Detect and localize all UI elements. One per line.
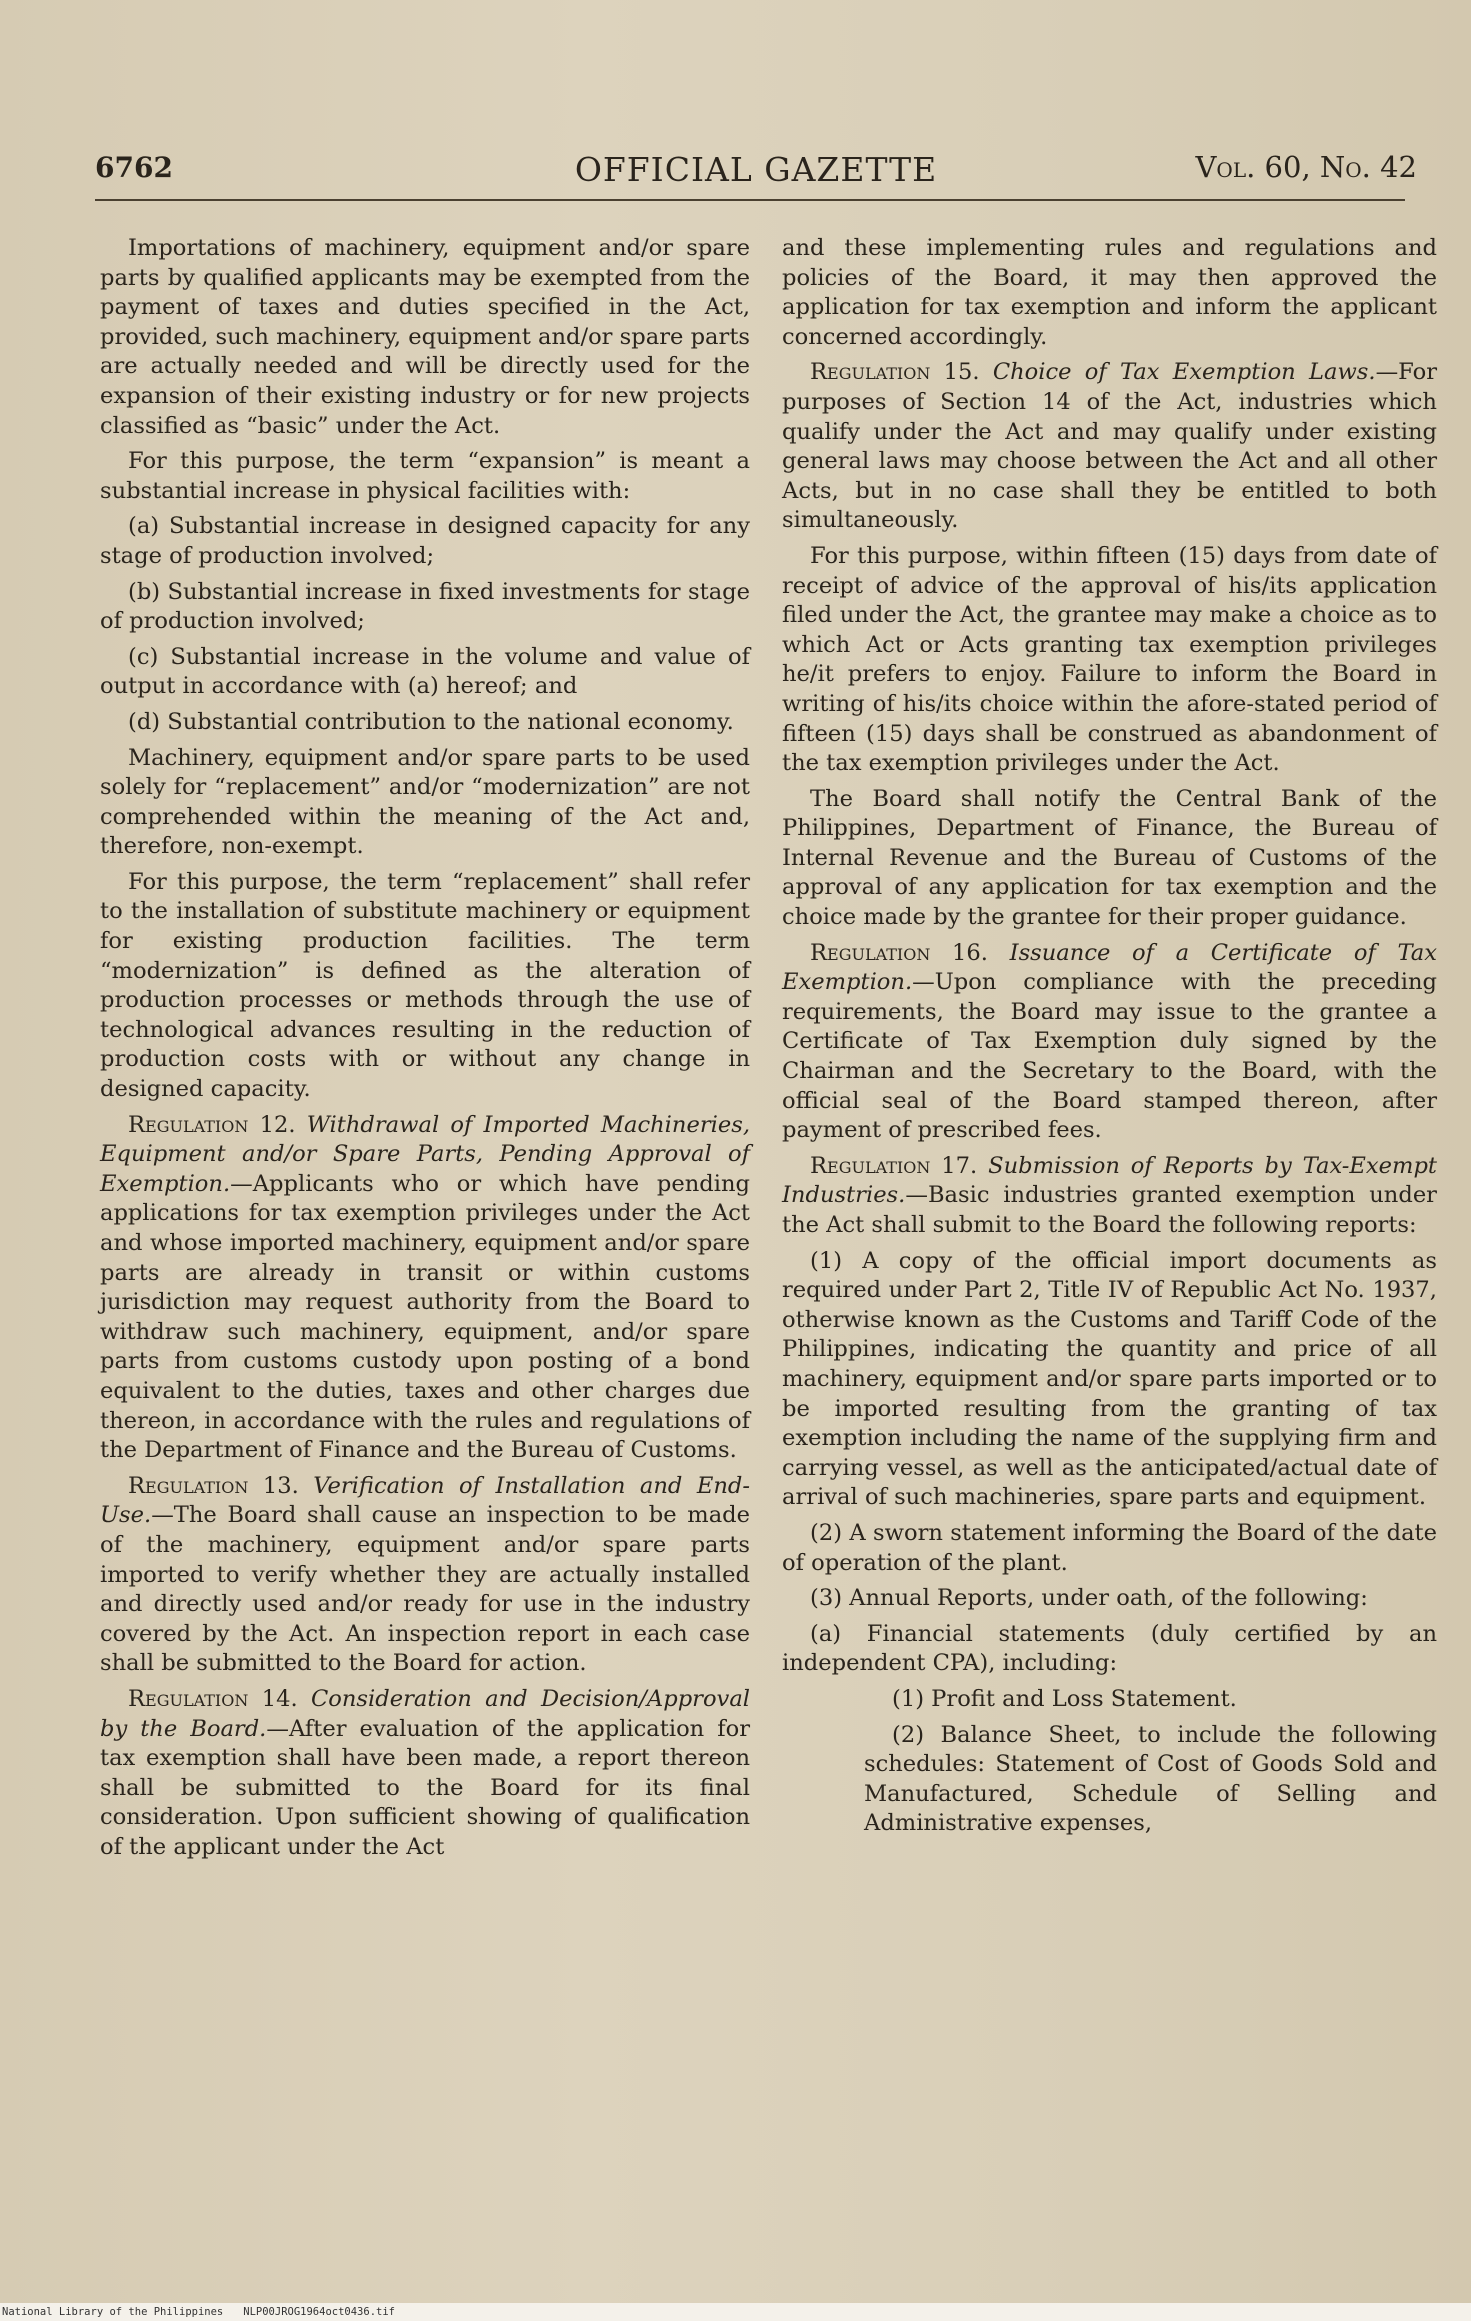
regulation-text: —Upon compliance with the preceding requirements, the Board may issue to the grantee a Certificate of Tax Exemption duly signed by the Chairman and the Secretary to the Board, with the official seal of the Board stamped thereon, after payment of prescribed fees. xyxy=(782,969,1437,1144)
regulation-title: Submission of Reports by Tax-Exempt Industries. xyxy=(782,1152,1437,1209)
list-item: (b) Substantial increase in fixed investments for stage of production involved; xyxy=(100,578,750,635)
regulation-text: —Basic industries granted exemption under the Act shall submit to the Board the following reports: xyxy=(782,1182,1437,1238)
regulation-title: Consideration and Decision/Approval by the Board. xyxy=(100,1685,751,1742)
regulation-16 xyxy=(782,939,1437,1146)
list-item: (d) Substantial contribution to the national economy. xyxy=(128,708,734,735)
regulation-label: Regulation 17. xyxy=(810,1152,978,1179)
regulation-title: Withdrawal of Imported Machineries, Equipment and/or Spare Parts, Pending Approval of Exemption. xyxy=(100,1111,750,1197)
right-column xyxy=(782,234,1437,1845)
paragraph: The Board shall notify the Central Bank of the Philippines, Department of Finance, the Bureau of Internal Revenue and the Bureau of Customs of the approval of any application for tax exemption and the choice made by the grantee for their proper guidance. xyxy=(782,785,1437,931)
header-rule xyxy=(95,199,1405,201)
list-item: (2) A sworn statement informing the Board of the date of operation of the plant. xyxy=(782,1519,1437,1576)
regulation-label: Regulation 16. xyxy=(810,939,988,966)
paragraph: Machinery, equipment and/or spare parts to be used solely for “replacement” and/or “modernization” are not comprehended within the meaning of the Act and, therefore, non-exempt. xyxy=(100,744,750,860)
file-name: NLP00JROG1964oct0436.tif xyxy=(243,2306,395,2318)
sub-item: (2) Balance Sheet, to include the following schedules: Statement of Cost of Goods Sold and Manufactured, Schedule of Selling and Administrative expenses, xyxy=(864,1721,1437,1837)
regulation-13 xyxy=(100,1472,750,1679)
regulation-title: Choice of Tax Exemption Laws. xyxy=(992,359,1376,386)
regulation-label: Regulation 14. xyxy=(128,1685,298,1712)
library-credit: National Library of the Philippines xyxy=(2,2306,224,2318)
list-item: (1) A copy of the official import documents as required under Part 2, Title IV of Republic Act No. 1937, otherwise known as the Customs and Tariff Code of the Philippines, indicating the quantity and price of all machinery, equipment and/or spare parts imported or to be imported resulting from the granting of tax exemption including the name of the supplying firm and carrying vessel, as well as the anticipated/actual date of arrival of such machineries, spare parts and equipment. xyxy=(782,1247,1437,1511)
scan-footer xyxy=(0,2303,1471,2321)
list-item: (c) Substantial increase in the volume and value of output in accordance with (a) hereof; and xyxy=(100,643,750,700)
page-header xyxy=(95,150,1417,200)
regulation-label: Regulation 13. xyxy=(128,1472,299,1499)
regulation-label: Regulation 12. xyxy=(128,1111,296,1138)
sub-item: (1) Profit and Loss Statement. xyxy=(892,1685,1237,1712)
regulation-label: Regulation 15. xyxy=(810,359,980,386)
regulation-title: Issuance of a Certificate of Tax Exemption. xyxy=(782,939,1437,996)
publication-title: OFFICIAL GAZETTE xyxy=(574,150,938,189)
regulation-14 xyxy=(100,1685,750,1863)
paragraph: For this purpose, within fifteen (15) days from date of receipt of advice of the approval of his/its application filed under the Act, the grantee may make a choice as to which Act or Acts granting tax exemption privileges he/it prefers to enjoy. Failure to inform the Board in writing of his/its choice within the afore-stated period of fifteen (15) days shall be construed as abandonment of the tax exemption privileges under the Act. xyxy=(782,542,1437,777)
regulation-text: —For purposes of Section 14 of the Act, industries which qualify under the Act and may qualify under existing general laws may choose between the Act and all other Acts, but in no case shall they be entitled to both simultaneously. xyxy=(782,359,1438,534)
volume-issue: Vol. 60, No. 42 xyxy=(1195,150,1417,184)
page-number: 6762 xyxy=(95,151,173,184)
list-item: (3) Annual Reports, under oath, of the following: xyxy=(810,1585,1368,1612)
regulation-text: —The Board shall cause an inspection to be made of the machinery, equipment and/or spare parts imported to verify whether they are actually installed and directly used and/or ready for use in the industry covered by the Act. An inspection report in each case shall be submitted to the Board for action. xyxy=(100,1502,750,1677)
paragraph: For this purpose, the term “replacement” shall refer to the installation of substitute machinery or equipment for existing production facilities. The term “modernization” is defined as the alteration of production processes or methods through the use of technological advances resulting in the reduction of production costs with or without any change in designed capacity. xyxy=(100,868,750,1103)
paragraph: and these implementing rules and regulations and policies of the Board, it may then approved the application for tax exemption and inform the applicant concerned accordingly. xyxy=(782,235,1437,350)
paragraph: Importations of machinery, equipment and/or spare parts by qualified applicants may be exempted from the payment of taxes and duties specified in the Act, provided, such machinery, equipment and/or spare parts are actually needed and will be directly used for the expansion of their existing industry or for new projects classified as “basic” under the Act. xyxy=(100,235,750,439)
left-column xyxy=(100,234,750,1868)
regulation-12 xyxy=(100,1111,750,1466)
regulation-17 xyxy=(782,1152,1437,1241)
regulation-text: —After evaluation of the application for tax exemption shall have been made, a report thereon shall be submitted to the Board for its final consideration. Upon sufficient showing of qualification of the applicant under the Act xyxy=(100,1715,751,1860)
regulation-title: Verification of Installation and End-Use. xyxy=(100,1472,750,1529)
regulation-15 xyxy=(782,358,1437,536)
list-item: (a) Financial statements (duly certified by an independent CPA), including: xyxy=(782,1620,1437,1677)
regulation-text: —Applicants who or which have pending applications for tax exemption privileges under the Act and whose imported machinery, equipment and/or spare parts are already in transit or within customs jurisdiction may request authority from the Board to withdraw such machinery, equipment, and/or spare parts from customs custody upon posting of a bond equivalent to the duties, taxes and other charges due thereon, in accordance with the rules and regulations of the Department of Finance and the Bureau of Customs. xyxy=(100,1170,750,1464)
paragraph: For this purpose, the term “expansion” is meant a substantial increase in physical facilities with: xyxy=(100,448,750,504)
list-item: (a) Substantial increase in designed capacity for any stage of production involved; xyxy=(100,513,750,569)
